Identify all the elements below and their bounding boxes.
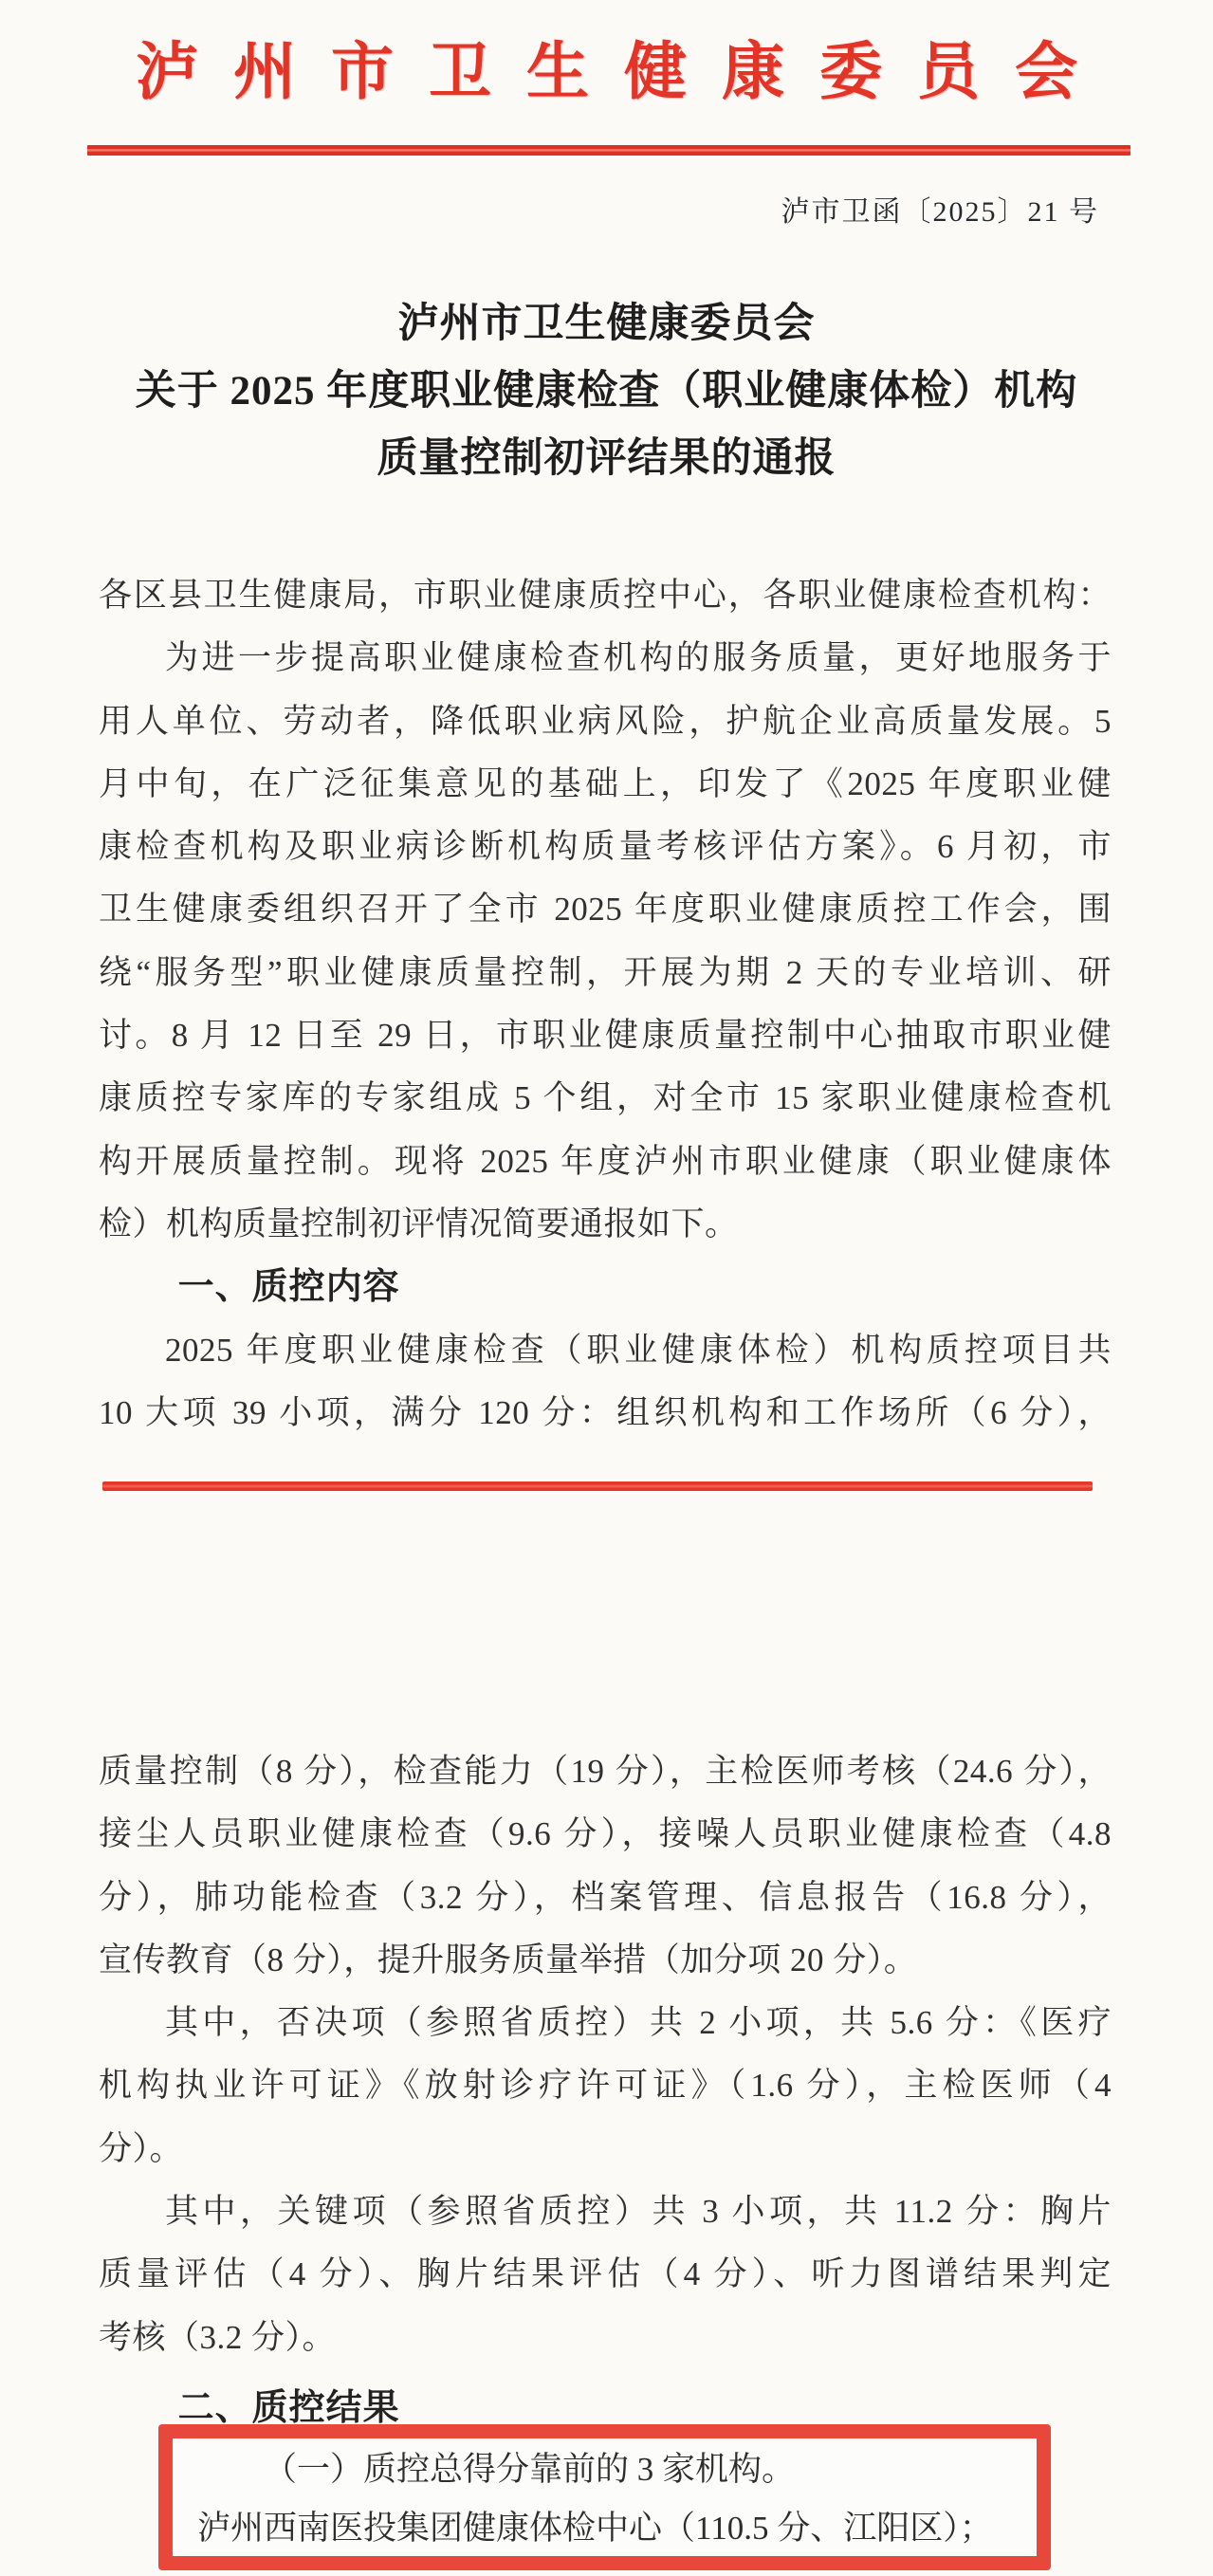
- highlight-line: （一）质控总得分靠前的 3 家机构。: [264, 2451, 796, 2488]
- text-line: 分）。: [99, 2129, 184, 2167]
- text-line: 为进一步提高职业健康检查机构的服务质量，更好地服务于: [165, 639, 1112, 677]
- text-line: 其中，否决项（参照省质控）共 2 小项，共 5.6 分：《医疗: [165, 2004, 1112, 2042]
- text-line: 宣传教育（8 分），提升服务质量举措（加分项 20 分）。: [99, 1941, 918, 1978]
- document-title-line: 关于 2025 年度职业健康检查（职业健康体检）机构: [135, 369, 1078, 414]
- text-line: 10 大项 39 小项，满分 120 分：组织机构和工作场所（6 分），: [99, 1393, 1112, 1431]
- highlight-line: 泸州西南医投集团健康体检中心（110.5 分、江阳区）；: [197, 2510, 993, 2547]
- document-number: 泸市卫函〔2025〕21 号: [781, 196, 1099, 228]
- section-heading-1: 一、质控内容: [177, 1267, 400, 1308]
- agency-masthead-title: 泸州市卫生健康委员会: [136, 38, 1112, 107]
- text-line: 构开展质量控制。现将 2025 年度泸州市职业健康（职业健康体: [99, 1142, 1112, 1180]
- text-line: 其中，关键项（参照省质控）共 3 小项，共 11.2 分：胸片: [165, 2193, 1112, 2231]
- text-line: 康检查机构及职业病诊断机构质量考核评估方案》。6 月初，市: [99, 828, 1112, 866]
- highlight-box: [158, 2424, 1051, 2570]
- text-line: 各区县卫生健康局，市职业健康质控中心，各职业健康检查机构：: [99, 577, 1112, 614]
- document-title: [0, 290, 1213, 492]
- masthead-red-rule: [87, 145, 1130, 156]
- section-heading-2: 二、质控结果: [177, 2387, 400, 2428]
- document-title-line: 泸州市卫生健康委员会: [397, 302, 816, 346]
- text-line: 检）机构质量控制初评情况简要通报如下。: [99, 1205, 739, 1242]
- paragraph-group-scoring: [99, 1740, 1112, 2369]
- text-line: 用人单位、劳动者，降低职业病风险，护航企业高质量发展。5: [99, 702, 1112, 740]
- text-line: 月中旬，在广泛征集意见的基础上，印发了《2025 年度职业健: [99, 764, 1112, 802]
- text-line: 2025 年度职业健康检查（职业健康体检）机构质控项目共: [165, 1331, 1112, 1369]
- text-line: 接尘人员职业健康检查（9.6 分），接噪人员职业健康检查（4.8: [99, 1815, 1112, 1853]
- body-text-page2: [99, 1740, 1112, 2439]
- body-text-page1: [99, 564, 1112, 1444]
- text-line: 讨。8 月 12 日至 29 日，市职业健康质量控制中心抽取市职业健: [99, 1017, 1112, 1055]
- text-line: 考核（3.2 分）。: [99, 2318, 337, 2356]
- paragraph-group-intro: [99, 564, 1112, 1256]
- text-line: 卫生健康委组织召开了全市 2025 年度职业健康质控工作会，围: [99, 891, 1112, 929]
- page-break-red-rule: [102, 1481, 1093, 1491]
- text-line: 质量控制（8 分），检查能力（19 分），主检医师考核（24.6 分），: [99, 1753, 1112, 1790]
- text-line: 分），肺功能检查（3.2 分），档案管理、信息报告（16.8 分），: [99, 1878, 1112, 1916]
- document-title-line: 质量控制初评结果的通报: [377, 436, 836, 481]
- text-line: 质量评估（4 分）、胸片结果评估（4 分）、听力图谱结果判定: [99, 2255, 1112, 2293]
- text-line: 机构执业许可证》《放射诊疗许可证》（1.6 分），主检医师（4: [99, 2067, 1112, 2105]
- text-line: 康质控专家库的专家组成 5 个组，对全市 15 家职业健康检查机: [99, 1079, 1112, 1117]
- paragraph-group-quality-content: [99, 1319, 1112, 1445]
- text-line: 绕“服务型”职业健康质量控制，开展为期 2 天的专业培训、研: [99, 953, 1112, 991]
